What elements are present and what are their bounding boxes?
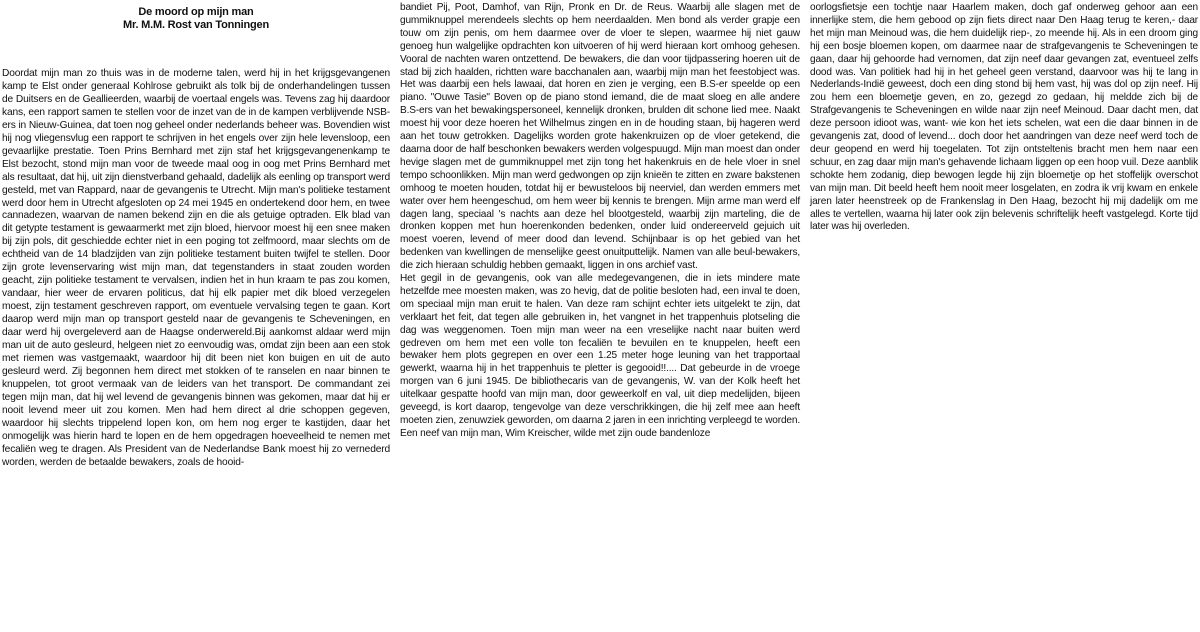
column-2-paragraph-2: Het gegil in de gevangenis, ook van alle medegevangenen, die in iets mindere mate hetzelfde mee moesten maken, was zo hevig, dat de politie besloten had, een inval te doen, om speciaal mijn man eruit te halen. Van deze ram schijnt echter iets uitgelekt te zijn, dat verklaart het feit, dat tegen alle gebruiken in, het vangnet in het trappenhuis plotseling die dag was weggenomen. Toen mijn man weer na een vreselijke nacht naar buiten werd gedreven om hem met een volle ton fecaliën te bevuilen en te knuppelen, heeft een bewaker hem plots gegrepen en over een 1.25 meter hoge leuning van het trapportaal gewerkt, waarna hij in het trappenhuis te pletter is gegooid!!.... Dat gebeurde in de vroege morgen van 6 juni 1945. De bibliothecaris van de gevangenis, W. van der Kolk heeft het uitelkaar gespatte hoofd van mijn man, door geweerkolf en val, uit diep medelijden, bijeen geveegd, is kort daarop, tengevolge van deze verschrikkingen, die hij zelf mee aan heeft moeten zien, zenuwziek geworden, om daarna 2 jaren in een inrichting verpleegd te worden. Een neef van mijn man, Wim Kreischer, wilde met zijn oude bandenloze bbox=[400, 273, 800, 439]
document-title: De moord op mijn man bbox=[138, 6, 254, 18]
column-3-paragraph-1: oorlogsfietsje een tochtje naar Haarlem maken, doch gaf onderweg gehoor aan een innerlijke stem, die hem gebood op zijn fiets direct naar Den Haag terug te keren,- daar het mijn man Meinoud was, die hem duidelijk riep-, zo meende hij. Als in een droom ging hij een bosje bloemen kopen, om daarmee naar de strafgevangenis te Scheveningen te gaan, daar hij gehoorde had vernomen, dat zijn neef daar gevangen zat, eventueel zelfs dood was. Van politiek had hij in het geheel geen verstand, daarvoor was hij te lang in Nederlands-Indië geweest, doch een ding stond bij hem vast, hij was dol op zijn neef. Hij zou hem een bloemetje geven, en zo, gezegd zo gedaan, hij meldde zich bij de Strafgevangenis te Scheveningen en wilde naar zijn neef Meinoud. Daar dacht men, dat deze persoon idioot was, want- wie kon het iets schelen, wat een die daar binnen in de gevangenis zat, dood of levend... doch door het aandringen van deze neef werd toch de deur geopend en werd hij toegelaten. Tot zijn ontsteltenis bracht men hem naar een schuur, en zag daar mijn man's gehavende lichaam liggen op een hoop vuil. Deze aanblik schokte hem zodanig, diep bewogen legde hij zijn bloemetje op het stoffelijk overschot van mijn man. Dit beeld heeft hem nooit meer losgelaten, en zodra ik vrij kwam en enkele jaren later heenstreek op de Frankenslag in Den Haag, bezocht hij mij dadelijk om me alles te vertellen, waarna hij later ook zijn belevenis schriftelijk heeft vastgelegd. Korte tijd later was hij overleden. bbox=[810, 2, 1198, 233]
text-column-2 bbox=[398, 0, 802, 632]
title-block bbox=[2, 6, 390, 32]
text-column-1 bbox=[0, 0, 392, 632]
document-author: Mr. M.M. Rost van Tonningen bbox=[123, 19, 269, 31]
column-1-paragraph-1: Doordat mijn man zo thuis was in de moderne talen, werd hij in het krijgsgevangenen kamp te Elst onder generaal Kohlrose gebruikt als tolk bij de onderhandelingen tussen de Duitsers en de Geallieerden, waarbij de voertaal engels was. Tevens zag hij daardoor kans, een rapport samen te stellen voor de inzet van de in de kampen verblijvende NSB-ers in Nieuw-Guinea, dat toen nog geheel onder nederlands beheer was. Bovendien wist hij nog vliegensvlug een rapport te schrijven in het engels over zijn hele levensloop, een gevaarlijke prestatie. Toen Prins Bernhard met zijn staf het krijgsgevangenenkamp te Elst bezocht, stond mijn man voor de tweede maal oog in oog met Prins Bernhard met als resultaat, dat hij, uit zijn dienstverband gehaald, dadelijk als eenling op transport werd gesteld, met van Rappard, naar de gevangenis te Utrecht. Mijn man's politieke testament werd door hem in Utrecht afgesloten op 24 mei 1945 en ondertekend door hem, en twee cannadezen, waarvan de namen bekend zijn en die als getuige optraden. Elk blad van dit getypte testament is gewaarmerkt met zijn bloed, hiervoor moest hij een snee maken bij zijn pols, dit geschiedde echter niet in een poging tot zelfmoord, maar slechts om de echtheid van de 14 bladzijden van zijn politieke testament buiten twijfel te stellen. Door zijn grote levenservaring wist mijn man, dat tegenstanders in staat zouden worden geacht, zijn politieke testament te vervalsen, indien het in hun kraam te pas zou komen, vandaar, hier weer de ervaren politicus, dat hij elk papier met dik bloed verzegelen moest, zijn testament geschreven rapport, om eventuele vervalsing tegen te gaan. Kort daarop werd mijn man op transport gesteld naar de gevangenis te Scheveningen, en daar werd hij overgeleverd aan de Haagse onderwereld.Bij aankomst aldaar werd mijn man uit de auto gesleurd, helgeen niet zo eenvoudig was, omdat zijn been aan een stok met riemen was vastgemaakt, waardoor hij dit been niet kon buigen en uit de auto gesleurd werd. Zij begonnen hem direct met stokken of te ranselen en naar binnen te knuppelen, tot groot vermaak van de leiders van het transport. De commandant zei tegen mijn man, dat hij wel levend de gevangenis binnen was gekomen, maar dat hij er nooit levend meer uit zou komen. Men had hem direct al drie schoppen gegeven, waardoor hij slechts trippelend lopen kon, om hem nog erger te kastijden, daar het onmogelijk was hierin hard te lopen en de hem opgedragen hoeveelheid te nemen met fecaliën weg te dragen. Als President van de Nederlandse Bank moest hij zo vernederd worden, werden de betaalde bewakers, zoals de hooid- bbox=[2, 68, 390, 468]
column-2-paragraph-1: bandiet Pij, Poot, Damhof, van Rijn, Pronk en Dr. de Reus. Waarbij alle slagen met de gummiknuppel merendeels slechts op hem neerdaalden. Men bond als verder grapje een touw om zijn penis, om hem daarmee over de vloer te slepen, waarmee hij niet gauw genoeg hun walgelijke opdrachten kon uitvoeren of hij werd hieraan kort omhoog gehesen. Vooral de nachten waren ontzettend. De bewakers, die dan voor tijdpassering hoeren uit de stad bij zich haalden, richtten ware bacchanalen aan, waarbij mijn man het feestobject was. Het was daarbij een hels lawaai, dat horen en zien je verging, een B.S-er speelde op een piano. "Ouwe Tasie" Boven op de piano stond iemand, die de maat sloeg en alle andere B.S-ers van het bewakingspersoneel, kennelijk dronken, brulden dit schone lied mee. Naakt moest hij voor deze hoeren het Wilhelmus zingen en in de houding staan, bij hageren werd aan het touw getrokken. Dagelijks worden grote hakenkruizen op de vloer getekend, die daarna door de half beschonken bewakers werden volgespuugd. Mijn man moest dan onder hevige slagen met de gummiknuppel met zijn tong het hakenkruis en de hele vloer in snel tempo schoonlikken. Mijn man werd gedwongen op zijn knieën te zitten en zware bakstenen omhoog te moeten houden, totdat hij er bewusteloos bij neerviel, dan werden emmers met water over hem heengeschud, om hem weer bij kennis te brengen. Mijn arme man werd elf dagen lang, speciaal 's nachts aan deze hel blootgesteld, waarbij zijn marteling, die de dronken koppen met hun hoerenkonden bedenken, onder luid ondereerveld gejuich uit moest voeren, levend of meer dood dan levend. Schijnbaar is op het gebied van het bedenken van kwellingen de menselijke geest onuitputtelijk. Namen van alle beul-bewakers, die zich hieraan schuldig hebben gemaakt, liggen in ons archief vast. bbox=[400, 2, 800, 272]
text-column-3 bbox=[808, 0, 1200, 632]
